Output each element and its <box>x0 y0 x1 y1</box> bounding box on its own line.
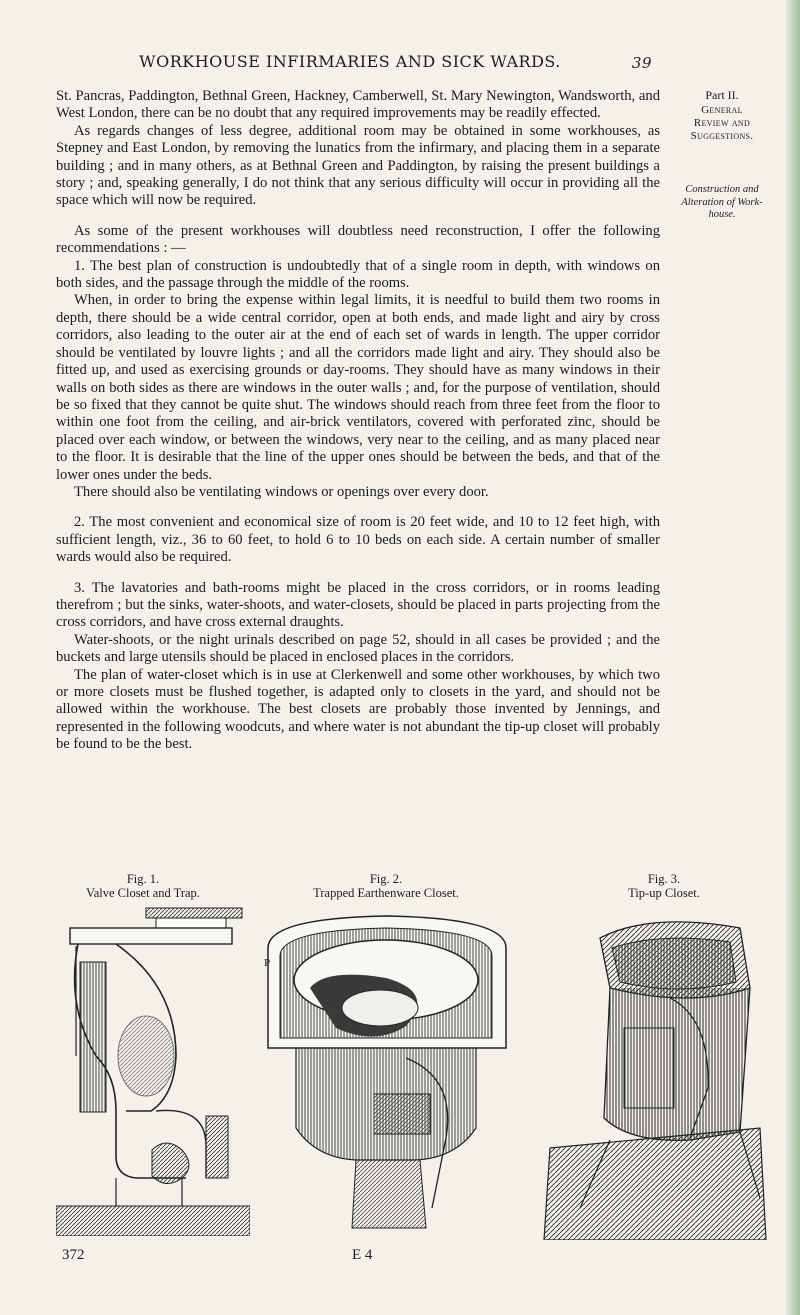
figure-title: Trapped Earthenware Closet. <box>313 886 459 900</box>
earthenware-closet-illustration <box>256 908 516 1238</box>
page-edge <box>786 0 800 1315</box>
figure-1-caption <box>58 872 228 900</box>
paragraph: When, in order to bring the expense within legal limits, it is needful to build them two rooms in depth, there should be a wide central corridor, open at both ends, and made light and airy by cross corridors, also leading to the outer air at the end of each set of wards in length. The upper corridor should be ventilated by louvre lights ; and all the corridors made light and airy. They should also be fitted up, and used as exercising grounds or day-rooms. They should have as many windows in their walls on both sides as there are windows in the outer walls ; and, for the purpose of ventilation, should be so fixed that they cannot be quite shut. The windows should reach from three feet from the floor to within one foot from the ceiling, and air-brick ventilators, covered with perforated zinc, should be placed over each window, or between the windows, very near to the ceiling, and as many placed near to the floor. It is desirable that the line of the upper ones should be between the beds, and that of the lower ones under the beds. <box>56 292 660 483</box>
paragraph: 3. The lavatories and bath-rooms might be placed in the cross corridors, or in rooms leading therefrom ; but the sinks, water-shoots, and water-closets, should be placed in parts projecting from the cross corridors, and have cross external draughts. <box>56 579 660 631</box>
paragraph: 1. The best plan of construction is undoubtedly that of a single room in depth, with windows on both sides, and the passage through the middle of the rooms. <box>56 257 660 292</box>
footer-signature: E 4 <box>352 1247 373 1263</box>
sidenote-note-line: Alteration of Work- <box>681 196 763 208</box>
figure-3-caption <box>594 872 734 900</box>
paragraph: St. Pancras, Paddington, Bethnal Green, Hackney, Camberwell, St. Mary Newington, Wandsworth, and West London, there can be no doubt that any required improvements may be readily effected. <box>56 88 660 122</box>
tip-up-closet-illustration <box>540 908 768 1240</box>
page-number: 39 <box>631 54 652 72</box>
valve-closet-illustration <box>56 906 250 1236</box>
body-text <box>56 88 660 754</box>
figure-number: Fig. 2. <box>369 872 403 886</box>
running-header <box>100 52 652 72</box>
paragraph: 2. The most convenient and economical size of room is 20 feet wide, and 10 to 12 feet high, with sufficient length, viz., 36 to 60 feet, to hold 6 to 10 beds on each side. A certain number of smaller wards would also be required. <box>56 514 660 566</box>
sidenote-note-line: house. <box>708 209 736 220</box>
paragraph: As some of the present workhouses will doubtless need reconstruction, I offer the following recommendations : — <box>56 222 660 257</box>
sidenote-title-line: Suggestions. <box>690 130 754 142</box>
figure-title: Tip-up Closet. <box>628 886 700 900</box>
figure-letter-label: P <box>264 957 271 969</box>
footer-page-left: 372 <box>62 1247 85 1263</box>
figure-2-caption <box>276 872 496 900</box>
paragraph: Water-shoots, or the night urinals described on page 52, should in all cases be provided ; and the buckets and large utensils should be placed in enclosed places in the corridors. <box>56 631 660 666</box>
sidenote-title <box>674 104 770 143</box>
figure-title: Valve Closet and Trap. <box>86 886 200 900</box>
sidenote-note-line: Construction and <box>685 184 759 195</box>
sidenote-title-line: Review and <box>693 117 751 129</box>
figure-number: Fig. 3. <box>647 872 681 886</box>
sidenote-title-line: General <box>701 104 743 116</box>
paragraph: As regards changes of less degree, additional room may be obtained in some workhouses, as Stepney and East London, by removing the lunatics from the infirmary, and placing them in a separate building ; and in many others, as at Bethnal Green and Paddington, by raising the present buildings a story ; and, speaking generally, I do not think that any serious difficulty will occur in providing all the space which will now be required. <box>56 122 660 209</box>
running-title: WORKHOUSE INFIRMARIES AND SICK WARDS. <box>139 52 561 71</box>
figure-number: Fig. 1. <box>126 872 160 886</box>
sidenote-part: Part II. <box>705 88 739 102</box>
paragraph: There should also be ventilating windows or openings over every door. <box>74 483 489 500</box>
sidenote-construction <box>674 184 770 222</box>
paragraph: The plan of water-closet which is in use at Clerkenwell and some other workhouses, by which two or more closets must be flushed together, is adapted only to closets in the yard, and should not be allowed within the workhouse. The best closets are probably those invented by Jennings, and represented in the following woodcuts, and where water is not abundant the tip-up closet will probably be found to be the best. <box>56 666 660 753</box>
